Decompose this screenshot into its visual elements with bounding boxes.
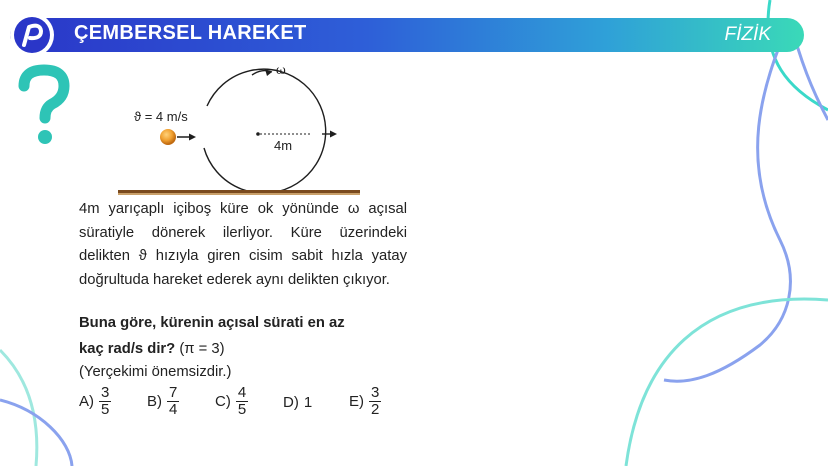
subject-label: FİZİK <box>724 24 771 45</box>
sphere-center <box>256 132 260 136</box>
choice-b[interactable]: B) $\frac{7}{4}$ <box>147 384 178 418</box>
radius-label: 4m <box>274 138 293 153</box>
moving-object <box>160 129 176 145</box>
choice-c[interactable]: C) $\frac{4}{5}$ <box>215 384 247 418</box>
fraction: $\frac{4}{5}$ <box>237 384 247 418</box>
brand-logo-icon <box>10 13 54 57</box>
fraction: $\frac{3}{2}$ <box>371 384 380 418</box>
choice-d[interactable]: D) 1 <box>283 394 313 411</box>
omega-label: ω <box>276 63 286 77</box>
question-line-2 <box>79 338 225 362</box>
question-line-1: Buna göre, kürenin açısal sürati en az <box>79 315 345 331</box>
choice-a[interactable]: A) $\frac{3}{5}$ <box>79 384 110 418</box>
hollow-sphere <box>204 69 326 193</box>
question-mark-icon <box>14 64 74 148</box>
sphere-diagram <box>112 58 372 200</box>
fraction: $\frac{3}{5}$ <box>101 384 110 418</box>
ground <box>118 190 360 193</box>
question-pi: (π = 3) <box>175 341 225 357</box>
choice-e[interactable]: E) $\frac{3}{2}$ <box>349 384 380 418</box>
question-bold: kaç rad/s dir? <box>79 341 176 357</box>
velocity-label: ϑ = 4 m/s <box>134 109 188 124</box>
page-title: ÇEMBERSEL HAREKET <box>74 22 307 44</box>
problem-text: 4m yarıçaplı içiboş küre ok yönünde ω açısal süratiyle dönerek ilerliyor. Küre üzerindeki delikten ϑ hızıyla giren cisim sabit hızla yatay doğrultuda hareket ederek aynı delikten çıkıyor. <box>79 201 407 288</box>
gravity-note: (Yerçekimi önemsizdir.) <box>79 364 232 380</box>
fraction: $\frac{7}{4}$ <box>169 384 178 418</box>
